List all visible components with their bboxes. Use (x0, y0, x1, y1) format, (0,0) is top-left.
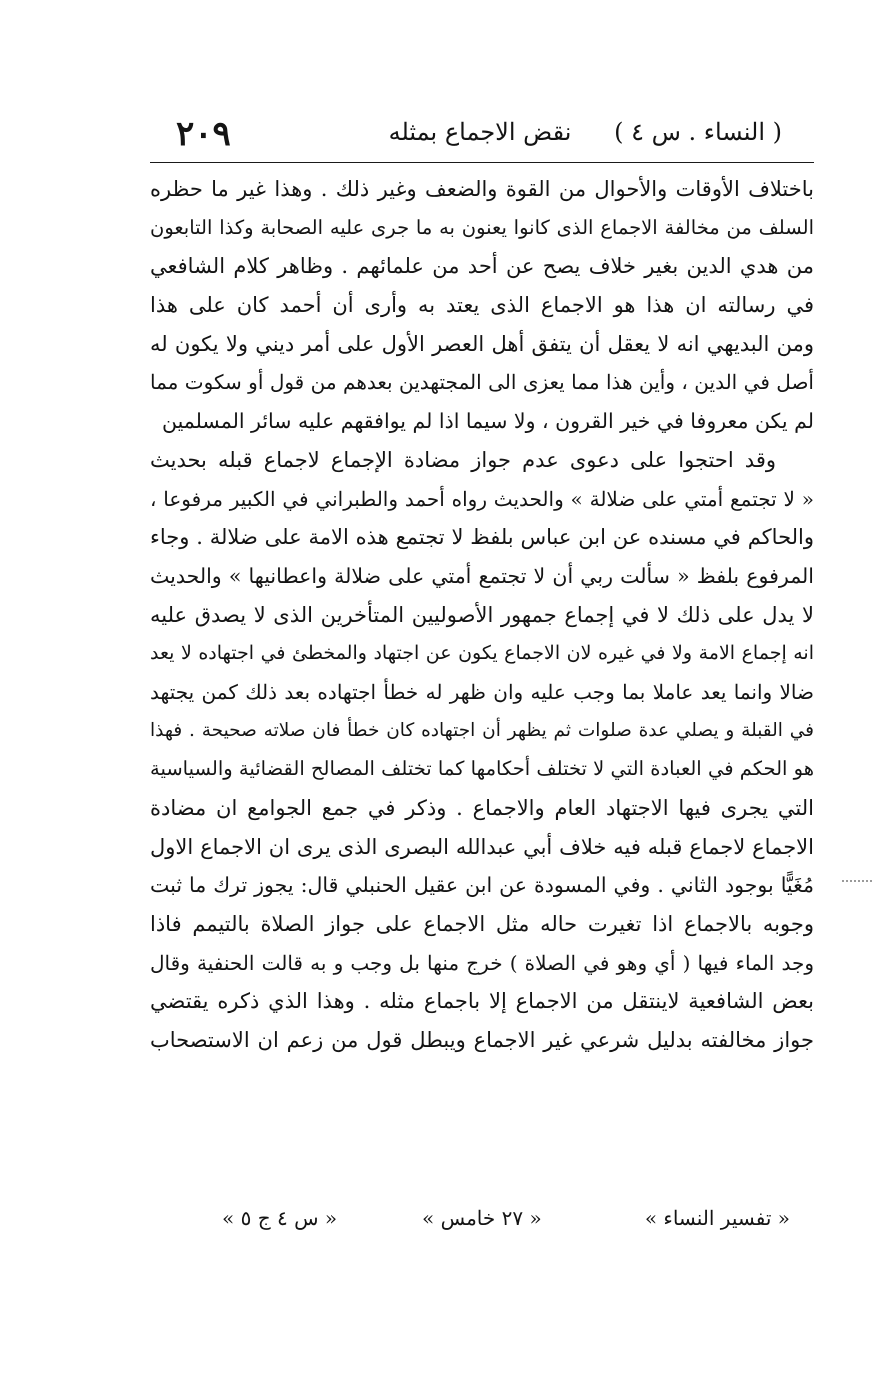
text-line: ومن البديهي انه لا يعقل أن يتفق أهل العصر الأول على أمر ديني ولا يكون له (150, 331, 814, 356)
text-line: « لا تجتمع أمتي على ضلالة » والحديث رواه أحمد والطبراني في الكبير مرفوعا ، (150, 486, 814, 511)
text-line: أصل في الدين ، وأين هذا مما يعزى الى المجتهدين بعدهم من قول أو سكوت مما (150, 370, 814, 395)
text-line: في القبلة و يصلي عدة صلوات ثم يظهر أن اجتهاده كان خطأ فان صلاته صحيحة . فهذا (150, 719, 814, 741)
surah-reference: ( النساء . س ٤ ) (614, 118, 782, 146)
scan-artifact (842, 880, 872, 882)
text-line: وجد الماء فيها ( أي وهو في الصلاة ) خرج منها بل وجب و به قالت الحنفية وقال (150, 950, 814, 975)
text-line: والحاكم في مسنده عن ابن عباس بلفظ لا تجتمع هذه الامة على ضلالة . وجاء (150, 525, 814, 550)
header-rule (150, 162, 814, 163)
text-line: ضالا وانما يعد عاملا بما وجب عليه وان ظهر له خطأ اجتهاده بعد ذلك كمن يجتهد (150, 679, 814, 704)
running-title: نقض الاجماع بمثله (388, 118, 572, 146)
text-line: المرفوع بلفظ « سألت ربي أن لا تجتمع أمتي على ضلالة واعطانيها » والحديث (150, 563, 814, 588)
page-header (150, 108, 810, 160)
text-line: باختلاف الأوقات والأحوال من القوة والضعف وغير ذلك . وهذا غير ما حظره (150, 177, 814, 201)
body-text (150, 170, 814, 1060)
text-line: السلف من مخالفة الاجماع الذى كانوا يعنون به ما جرى عليه الصحابة وكذا التابعون (150, 215, 814, 239)
text-line: في رسالته ان هذا هو الاجماع الذى يعتد به وأرى أن أحمد كان على هذا (150, 293, 814, 318)
text-line: هو الحكم في العبادة التي لا تختلف أحكامها كما تختلف المصالح القضائية والسياسية (150, 757, 814, 781)
signature-fascicle: « ٢٧ خامس » (422, 1206, 542, 1230)
page-number: ٢٠٩ (176, 114, 231, 154)
text-line: لا يدل على ذلك لا في إجماع جمهور الأصوليين المتأخرين الذى لا يصدق عليه (150, 602, 814, 627)
text-line: جواز مخالفته بدليل شرعي غير الاجماع ويبطل قول من زعم ان الاستصحاب (150, 1028, 814, 1053)
text-line: مُغَيًّا بوجود الثاني . وفي المسودة عن ابن عقيل الحنبلي قال: يجوز ترك ما ثبت (150, 873, 814, 898)
text-line: التي يجرى فيها الاجتهاد العام والاجماع . وذكر في جمع الجوامع ان مضادة (150, 796, 814, 820)
paragraph-start-line: وقد احتجوا على دعوى عدم جواز مضادة الإجماع لاجماع قبله بحديث (150, 447, 776, 472)
text-line: وجوبه بالاجماع اذا تغيرت حاله مثل الاجماع على جواز الصلاة بالتيمم فاذا (150, 912, 814, 937)
signature-book-title: « تفسير النساء » (644, 1206, 790, 1230)
text-line: لم يكن معروفا في خير القرون ، ولا سيما اذا لم يوافقهم عليه سائر المسلمين (162, 409, 814, 434)
signature-volume: « س ٤ ج ٥ » (222, 1206, 338, 1230)
text-line: الاجماع لاجماع قبله فيه خلاف أبي عبدالله البصرى الذى يرى ان الاجماع الاول (150, 834, 814, 859)
page-footer (190, 1206, 790, 1242)
text-line: بعض الشافعية لاينتقل من الاجماع إلا باجماع مثله . وهذا الذي ذكره يقتضي (150, 989, 814, 1014)
text-line: من هدي الدين بغير خلاف يصح عن أحد من علمائهم . وظاهر كلام الشافعي (150, 254, 814, 279)
text-line: انه إجماع الامة ولا في غيره لان الاجماع يكون عن اجتهاد والمخطئ في اجتهاده لا يعد (150, 642, 814, 665)
